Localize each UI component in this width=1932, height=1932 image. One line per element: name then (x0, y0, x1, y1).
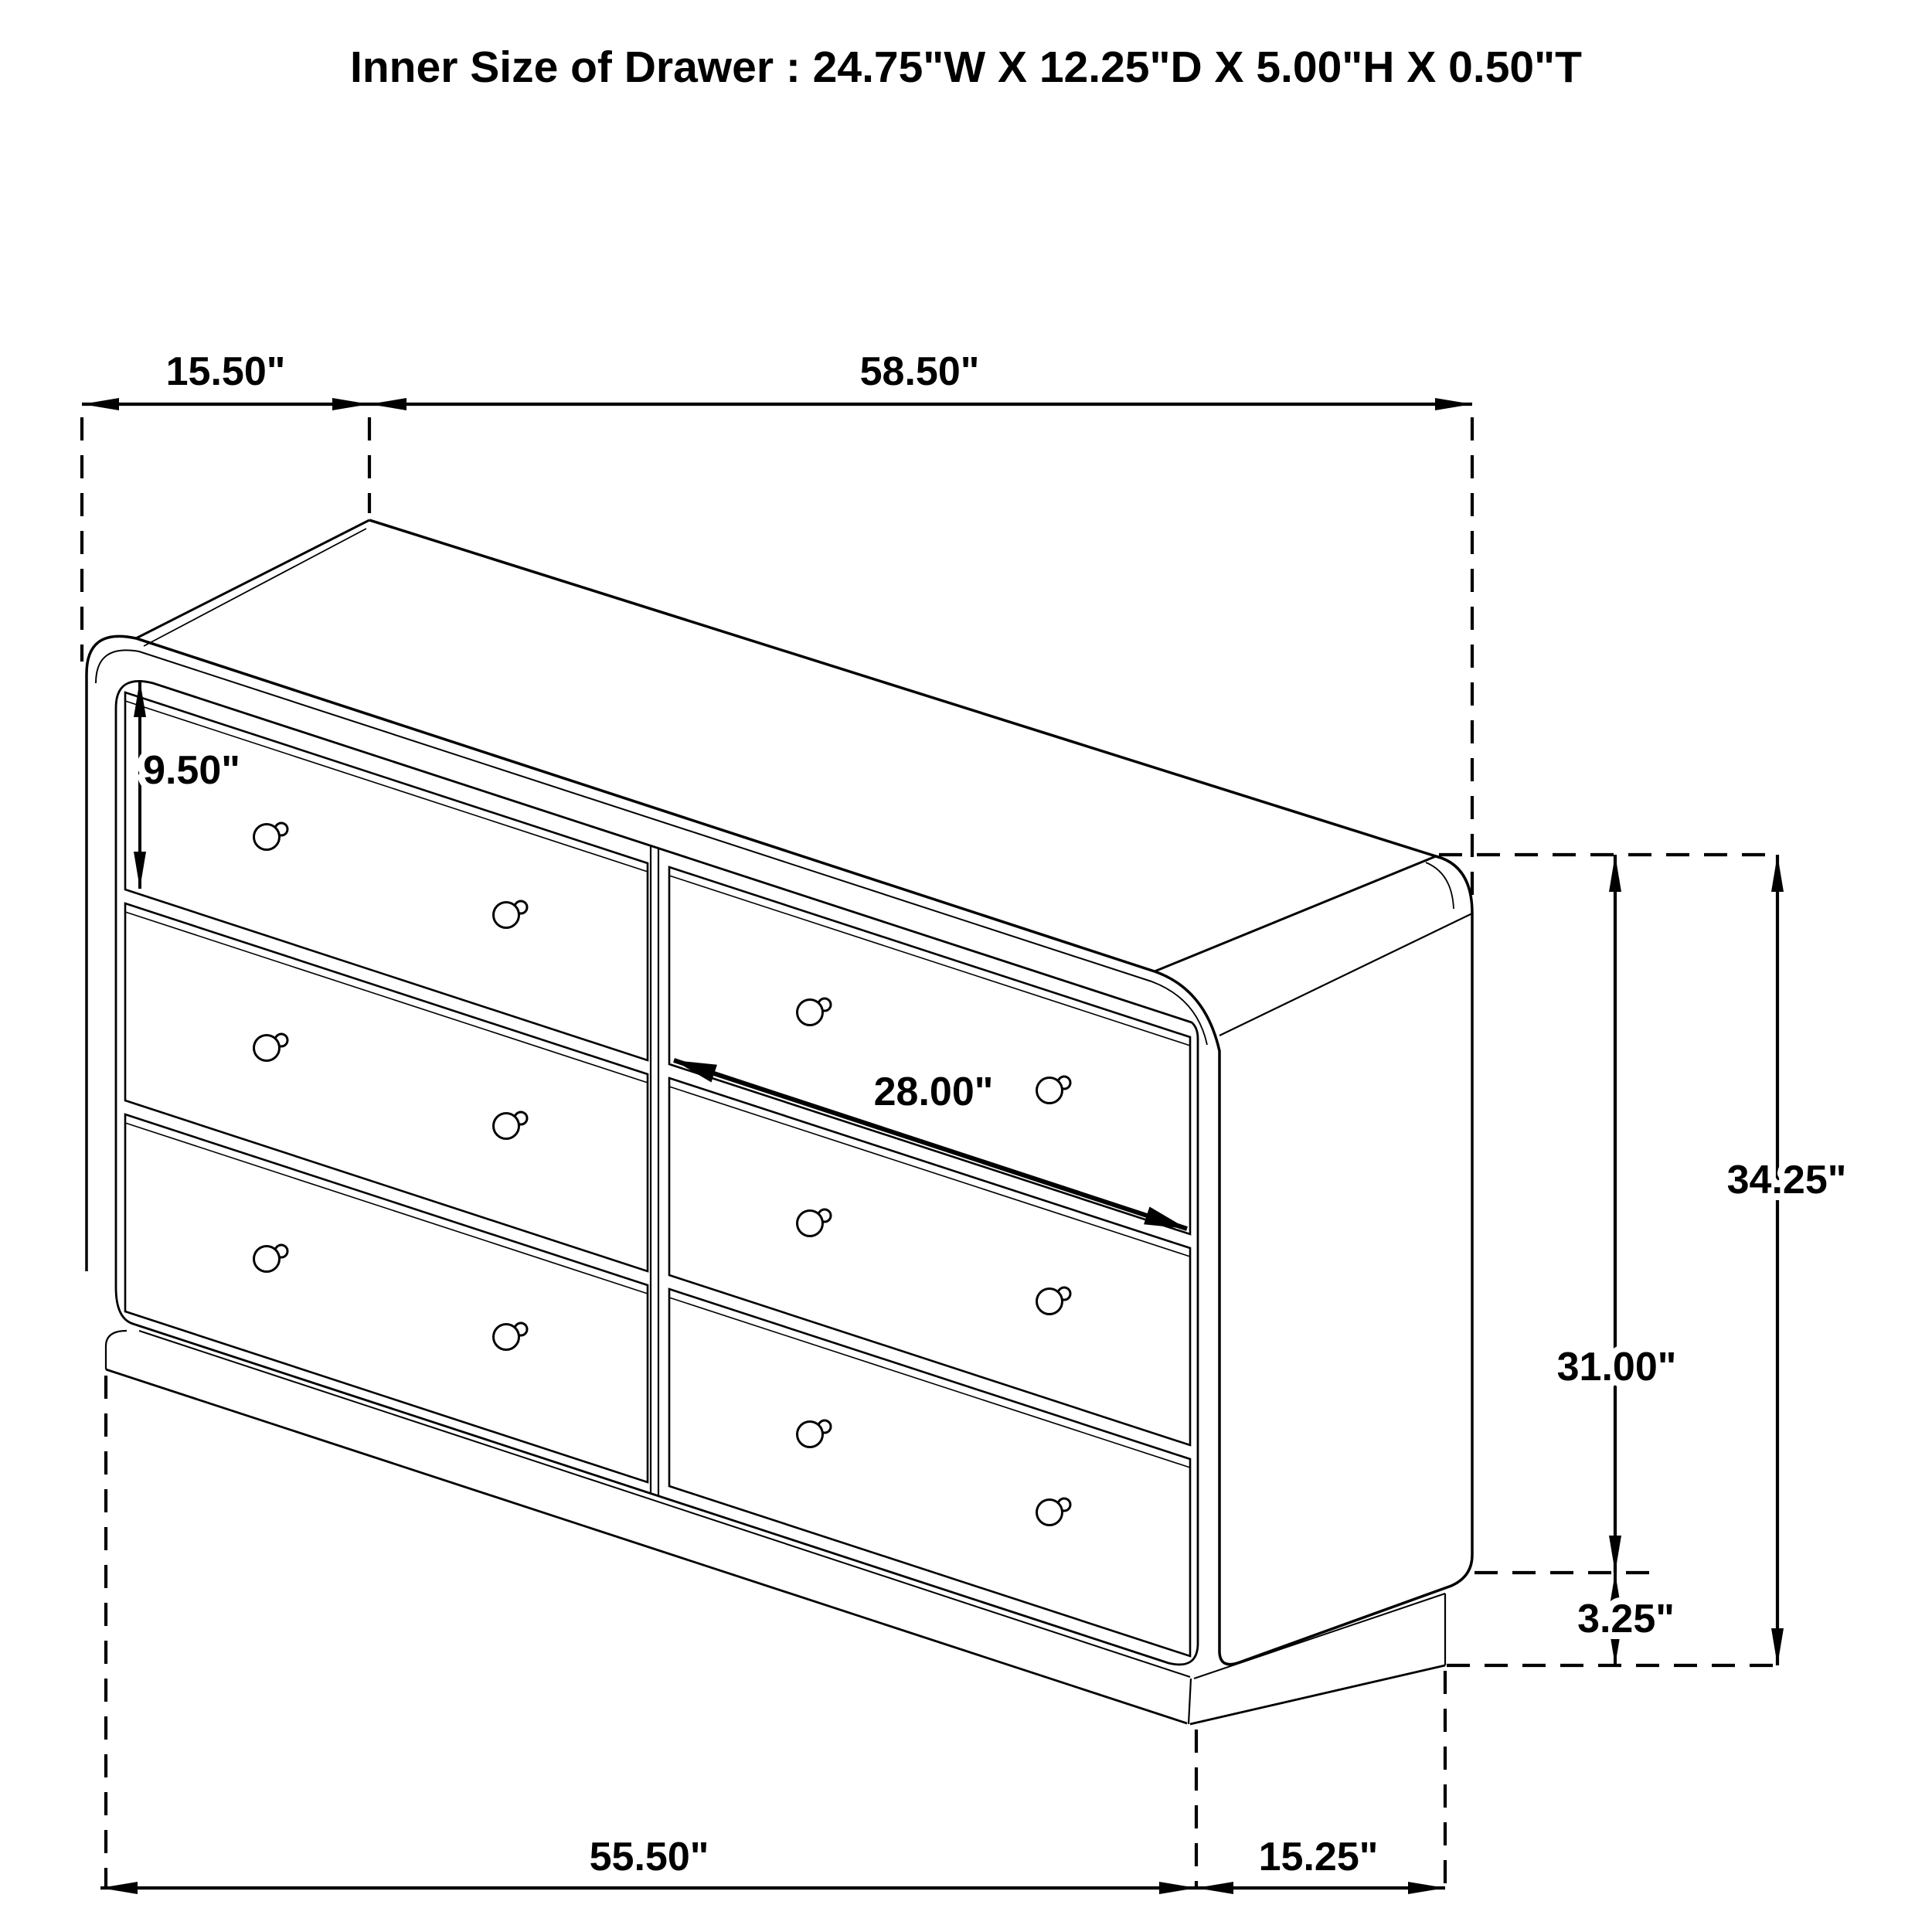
drawer-right-top (669, 867, 1190, 1234)
page-title: Inner Size of Drawer : 24.75"W X 12.25"D X 5.00"H X 0.50"T (350, 43, 1582, 92)
top-surface-right-edge (1155, 856, 1436, 971)
drawer-right-middle (669, 1078, 1190, 1445)
knob-icon (798, 1209, 832, 1236)
base-front-bottom-edge (106, 1369, 1187, 1723)
drawer-left-bottom (125, 1114, 648, 1482)
knob-icon (494, 1323, 528, 1350)
knob-icon (798, 1420, 832, 1447)
dim-label-bottom-width: 55.50" (589, 1835, 709, 1879)
dim-label-base-height: 3.25" (1577, 1597, 1675, 1641)
top-surface-left-edge (136, 520, 369, 638)
dim-label-total-height: 34.25" (1726, 1158, 1847, 1202)
knob-icon (798, 998, 832, 1026)
knob-icon (254, 1245, 288, 1272)
side-panel-top-edge (1219, 913, 1472, 1036)
drawer-right-bottom (669, 1289, 1190, 1656)
drawer-knobs (254, 823, 1071, 1526)
dim-label-drawer-height: 9.50" (143, 748, 240, 793)
dresser-line-art (87, 520, 1472, 1724)
dimension-graphics (82, 404, 1777, 1888)
top-right-corner-inner-arc (1426, 862, 1454, 909)
top-surface-left-edge-inner (144, 529, 366, 646)
dimension-labels (143, 43, 1846, 1879)
knob-icon (494, 901, 528, 928)
knob-icon (254, 1034, 288, 1061)
dim-label-body-height: 31.00" (1556, 1345, 1677, 1389)
knob-icon (1037, 1287, 1071, 1315)
dim-label-bottom-depth: 15.25" (1258, 1835, 1379, 1879)
base-side-top-edge (1194, 1594, 1445, 1679)
knob-icon (254, 823, 288, 850)
knob-icon (1037, 1077, 1071, 1104)
base-side-bottom-edge (1190, 1665, 1445, 1724)
knob-icon (1037, 1498, 1071, 1526)
drawer-left-middle (125, 903, 648, 1271)
dim-label-top-width: 58.50" (859, 349, 980, 394)
base-recess-line (139, 1331, 1190, 1677)
knob-icon (494, 1112, 528, 1139)
base-front-right-edge (1189, 1679, 1191, 1724)
dim-label-drawer-width: 28.00" (873, 1070, 994, 1114)
dim-label-top-depth: 15.50" (165, 349, 286, 394)
base-left-edge (106, 1331, 127, 1369)
